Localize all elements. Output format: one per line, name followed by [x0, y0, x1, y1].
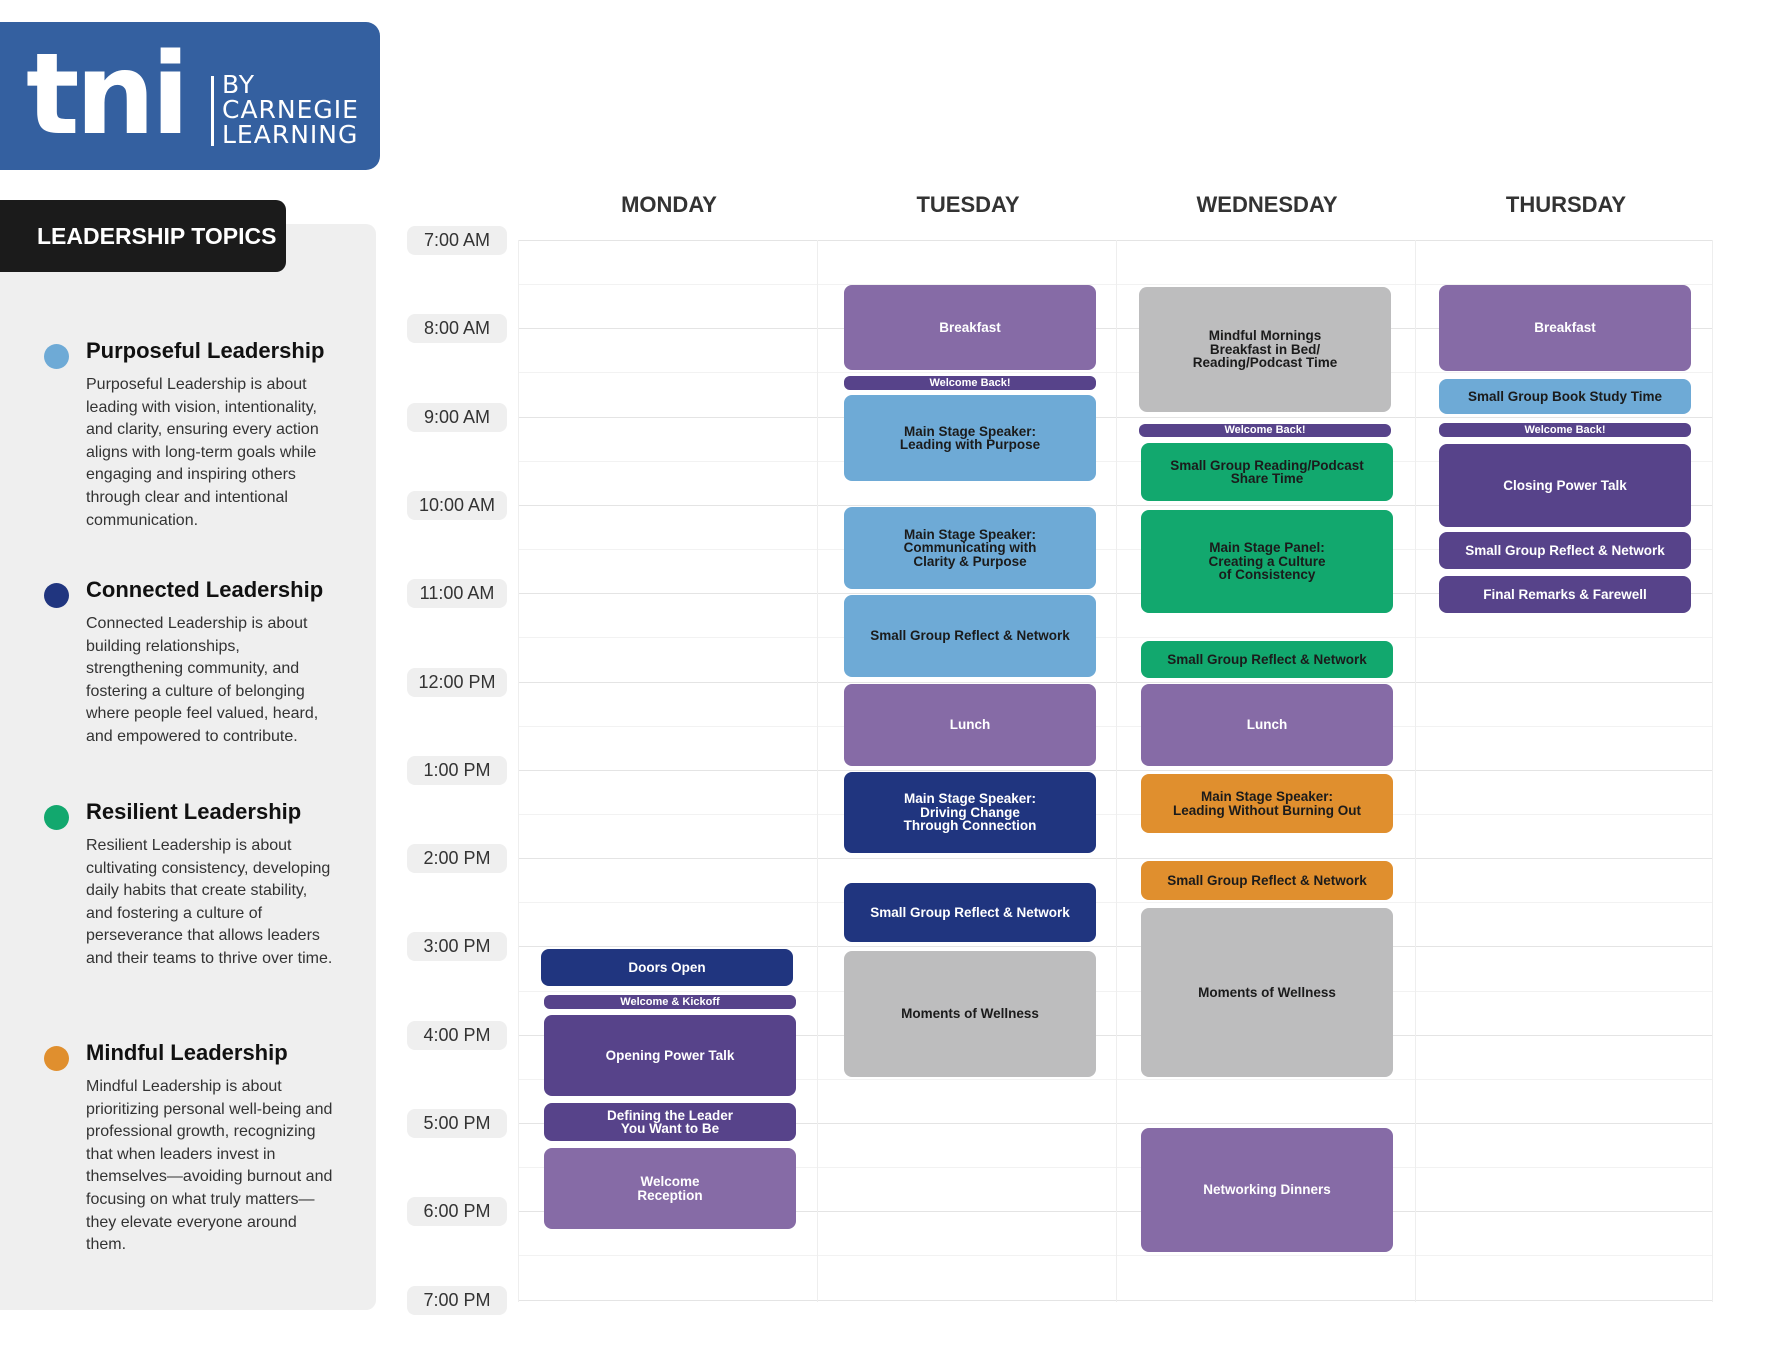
topic-description: Mindful Leadership is about prioritizing personal well-being and professional growth, recognizing that when leaders invest in themselves—avoiding burnout and focusing on what truly matters—they elevate everyone around them.	[86, 1078, 333, 1254]
time-label: 3:00 PM	[407, 932, 507, 961]
grid-column-divider	[518, 240, 519, 1302]
topic-title: Resilient Leadership	[86, 799, 302, 824]
time-label: 4:00 PM	[407, 1021, 507, 1050]
logo-by-line1: CARNEGIE	[222, 95, 359, 124]
event-small-group-reflect[interactable]: Small Group Reflect & Network	[1141, 641, 1393, 678]
logo-by-line2: LEARNING	[222, 120, 359, 149]
event-closing-power-talk[interactable]: Closing Power Talk	[1439, 444, 1691, 527]
event-networking-dinners[interactable]: Networking Dinners	[1141, 1128, 1393, 1252]
event-small-group-book-study[interactable]: Small Group Book Study Time	[1439, 379, 1691, 414]
event-small-group-reflect[interactable]: Small Group Reflect & Network	[844, 883, 1096, 942]
event-lunch[interactable]: Lunch	[844, 684, 1096, 766]
topic-color-dot	[44, 1046, 69, 1071]
event-welcome-kickoff[interactable]: Welcome & Kickoff	[544, 995, 796, 1009]
day-header-thursday: THURSDAY	[1505, 192, 1627, 217]
logo-wordmark: tni	[26, 30, 186, 160]
event-small-group-reflect[interactable]: Small Group Reflect & Network	[1439, 532, 1691, 569]
day-header-monday: MONDAY	[621, 192, 717, 217]
topic-description: Resilient Leadership is about cultivating consistency, developing daily habits that create stability, and fostering a culture of perseverance that allows leaders and their teams to thrive over time.	[86, 837, 333, 967]
event-main-stage-panel[interactable]: Main Stage Panel: Creating a Culture of Consistency	[1141, 510, 1393, 613]
event-moments-of-wellness[interactable]: Moments of Wellness	[1141, 908, 1393, 1077]
event-main-stage-driving-change[interactable]: Main Stage Speaker: Driving Change Through Connection	[844, 772, 1096, 853]
tni-logo	[0, 22, 380, 170]
time-label: 10:00 AM	[407, 491, 507, 520]
time-label: 8:00 AM	[407, 314, 507, 343]
topic-color-dot	[44, 805, 69, 830]
logo-by-text: BY	[222, 70, 256, 99]
time-label: 5:00 PM	[407, 1109, 507, 1138]
event-welcome-back[interactable]: Welcome Back!	[1139, 424, 1391, 437]
grid-column-divider	[1712, 240, 1713, 1302]
grid-column-divider	[1415, 240, 1416, 1302]
topic-color-dot	[44, 344, 69, 369]
topic-description: Connected Leadership is about building relationships, strengthening community, and fostering a culture of belonging where people feel valued, heard, and empowered to contribute.	[86, 615, 319, 745]
topic-title: Mindful Leadership	[86, 1040, 288, 1065]
event-final-remarks[interactable]: Final Remarks & Farewell	[1439, 576, 1691, 613]
event-breakfast[interactable]: Breakfast	[1439, 285, 1691, 371]
day-header-wednesday: WEDNESDAY	[1196, 192, 1338, 217]
event-defining-leader[interactable]: Defining the Leader You Want to Be	[544, 1103, 796, 1141]
logo-divider	[211, 76, 214, 146]
topic-description: Purposeful Leadership is about leading with vision, intentionality, and clarity, ensuring every action aligns with long-term goals while engaging and inspiring others through clear and intentional communication.	[86, 376, 319, 529]
event-moments-of-wellness[interactable]: Moments of Wellness	[844, 951, 1096, 1077]
topic-color-dot	[44, 583, 69, 608]
time-label: 11:00 AM	[407, 579, 507, 608]
day-header-tuesday: TUESDAY	[916, 192, 1020, 217]
event-doors-open[interactable]: Doors Open	[541, 949, 793, 986]
topic-title: Connected Leadership	[86, 577, 324, 602]
logo-byline	[222, 72, 359, 147]
event-small-group-reflect[interactable]: Small Group Reflect & Network	[1141, 861, 1393, 900]
leadership-topics-header: LEADERSHIP TOPICS	[0, 200, 286, 272]
event-mindful-mornings[interactable]: Mindful Mornings Breakfast in Bed/ Reading/Podcast Time	[1139, 287, 1391, 412]
event-main-stage-leading-purpose[interactable]: Main Stage Speaker: Leading with Purpose	[844, 395, 1096, 481]
event-welcome-back[interactable]: Welcome Back!	[844, 376, 1096, 390]
event-opening-power-talk[interactable]: Opening Power Talk	[544, 1015, 796, 1096]
topic-title: Purposeful Leadership	[86, 338, 325, 363]
grid-column-divider	[1116, 240, 1117, 1302]
event-small-group-reading[interactable]: Small Group Reading/Podcast Share Time	[1141, 443, 1393, 501]
event-lunch[interactable]: Lunch	[1141, 684, 1393, 766]
time-label: 6:00 PM	[407, 1197, 507, 1226]
event-welcome-back[interactable]: Welcome Back!	[1439, 423, 1691, 437]
grid-column-divider	[817, 240, 818, 1302]
event-small-group-reflect[interactable]: Small Group Reflect & Network	[844, 595, 1096, 677]
time-label: 1:00 PM	[407, 756, 507, 785]
event-welcome-reception[interactable]: Welcome Reception	[544, 1148, 796, 1229]
time-label: 7:00 AM	[407, 226, 507, 255]
time-label: 12:00 PM	[407, 668, 507, 697]
time-label: 2:00 PM	[407, 844, 507, 873]
event-breakfast[interactable]: Breakfast	[844, 285, 1096, 370]
time-label: 9:00 AM	[407, 403, 507, 432]
event-main-stage-burning-out[interactable]: Main Stage Speaker: Leading Without Burning Out	[1141, 774, 1393, 833]
time-label: 7:00 PM	[407, 1286, 507, 1315]
event-main-stage-communicating[interactable]: Main Stage Speaker: Communicating with Clarity & Purpose	[844, 507, 1096, 589]
